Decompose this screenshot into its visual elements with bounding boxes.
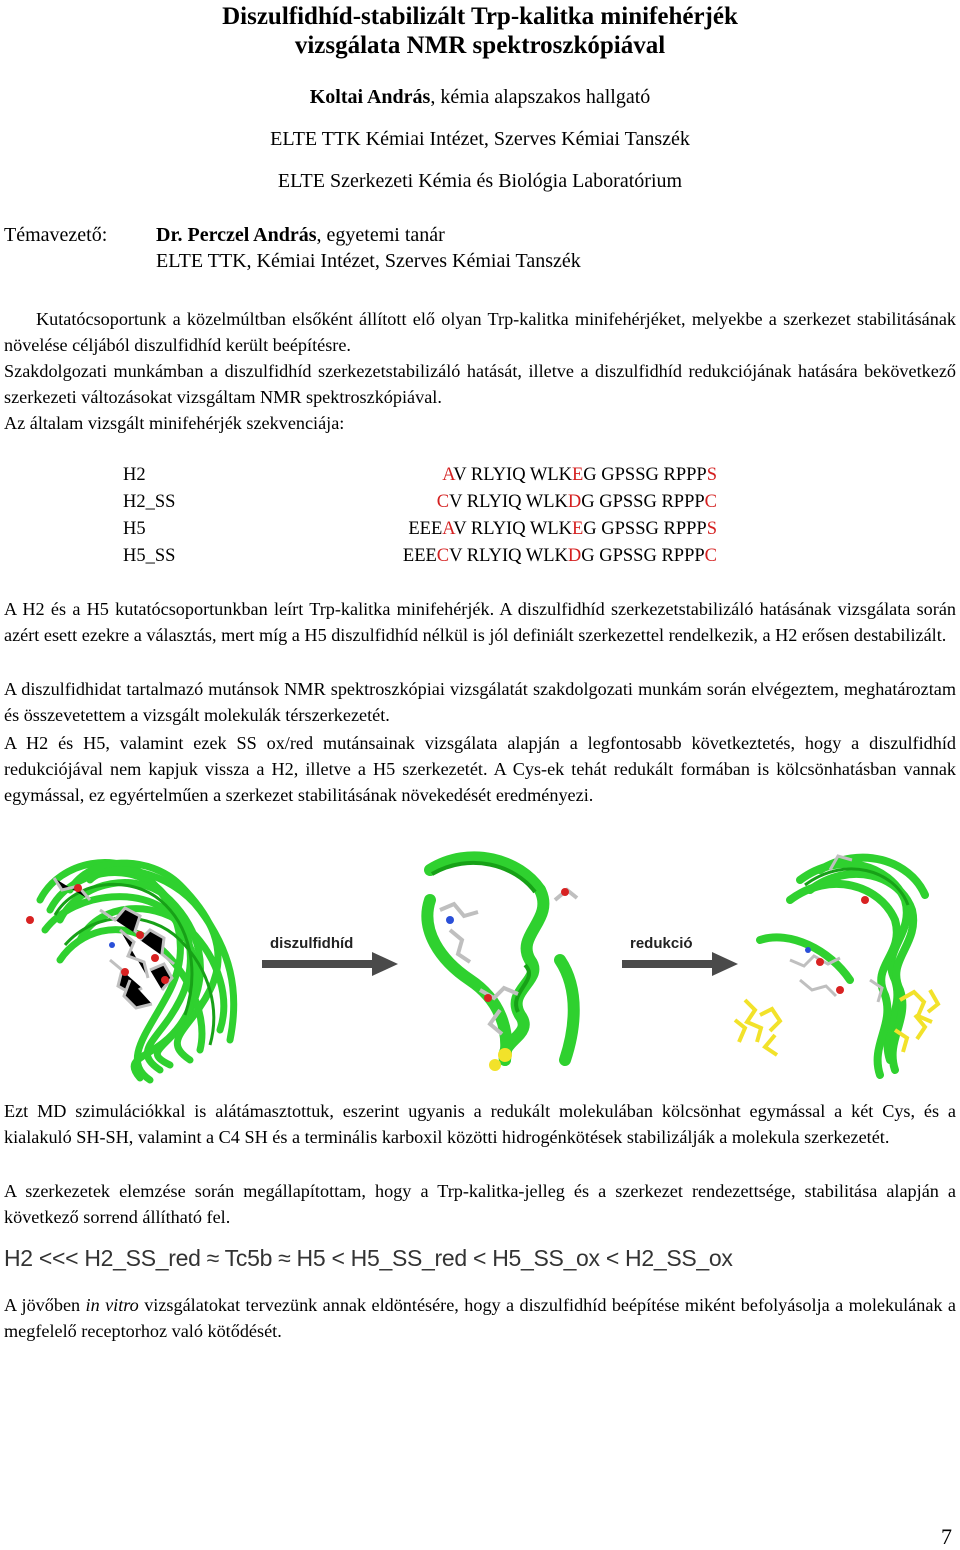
- h2-ss-red-ensemble-image: [735, 856, 938, 1075]
- sequence-table: [0, 462, 960, 572]
- page-number: 7: [941, 1524, 952, 1549]
- sequence-name: H5_SS: [123, 546, 176, 566]
- in-vitro-italic: in vitro: [85, 1295, 139, 1315]
- author-name: Koltai András: [309, 86, 431, 108]
- author-line: [0, 86, 960, 109]
- h2-ensemble-image: [26, 863, 234, 1080]
- supervisor-label: Témavezető:: [4, 224, 108, 246]
- affiliation-2: ELTE Szerkezeti Kémia és Biológia Laboratórium: [277, 170, 683, 192]
- paragraph-1: Kutatócsoportunk a közelmúltban elsőként állított elő olyan Trp-kalitka minifehérjéket, melyekbe a szerkezet stabilitásának növelése céljából diszulfidhíd került beépítésre.: [4, 309, 956, 355]
- sequence-value: CV RLYIQ WLKDG GPSSG RPPPC: [436, 492, 717, 512]
- arrow-diszulfidhid: [262, 935, 398, 976]
- sequence-name: H5: [123, 519, 146, 539]
- paragraph-9: A jövőben in vitro vizsgálatokat tervezünk annak eldöntésére, hogy a diszulfidhíd beépítése miként befolyásolja a molekulának a megfelelő receptorhoz való kötődését.: [4, 1295, 956, 1341]
- title-line-1: Diszulfidhíd-stabilizált Trp-kalitka minifehérjék: [222, 3, 738, 30]
- stability-order: H2 <<< H2_SS_red ≈ Tc5b ≈ H5 < H5_SS_red < H5_SS_ox < H2_SS_ox: [4, 1245, 733, 1271]
- h2-ss-structure-image: [427, 857, 577, 1071]
- supervisor-affiliation: ELTE TTK, Kémiai Intézet, Szerves Kémiai Tanszék: [156, 250, 581, 272]
- structure-figure: [0, 840, 960, 1090]
- paragraph-2: Szakdolgozati munkámban a diszulfidhíd szerkezetstabilizáló hatását, illetve a diszulfidhíd redukciójának hatására bekövetkező szerkezeti változásokat vizsgáltam NMR spektroszkópiával.: [4, 361, 956, 407]
- sequence-value: AV RLYIQ WLKEG GPSSG RPPPS: [442, 465, 717, 485]
- sequence-value: EEEAV RLYIQ WLKEG GPSSG RPPPS: [408, 519, 717, 539]
- paragraph-6: A H2 és H5, valamint ezek SS ox/red mutánsainak vizsgálata alapján a legfontosabb következtetés, hogy a diszulfidhíd redukciójával nem kapjuk vissza a H2, illetve a H5 szerkezetét. A Cys-ek tehát redukált formában is kölcsönhatásban vannak egymással, ez egyértelműen a szerkezet stabilitásának növekedését eredményezi.: [4, 733, 956, 805]
- title-line-2: vizsgálata NMR spektroszkópiával: [294, 32, 666, 59]
- affiliation-1: ELTE TTK Kémiai Intézet, Szerves Kémiai Tanszék: [270, 128, 690, 150]
- arrow1-label: diszulfidhíd: [270, 935, 354, 952]
- author-role: , kémia alapszakos hallgató: [430, 86, 651, 108]
- paragraph-4: A H2 és a H5 kutatócsoportunkban leírt Trp-kalitka minifehérjék. A diszulfidhíd szerkezetstabilizáló hatásának vizsgálata során azért esett ezekre a választás, mert míg a H5 diszulfidhíd nélkül is jól definiált szerkezettel rendelkezik, a H2 erősen destabilizált.: [4, 599, 956, 645]
- paragraph-8: A szerkezetek elemzése során megállapítottam, hogy a Trp-kalitka-jelleg és a szerkezet rendezettsége, stabilitása alapján a következő sorrend állítható fel.: [4, 1181, 956, 1227]
- sequence-name: H2_SS: [123, 492, 176, 512]
- supervisor-role: , egyetemi tanár: [316, 224, 445, 246]
- paragraph-7: Ezt MD szimulációkkal is alátámasztottuk, eszerint ugyanis a redukált molekulában kölcsönhat egymással a két Cys, és a kialakuló SH-SH, valamint a C4 SH és a terminális karboxil közötti hidrogénkötések stabilizálják a molekula szerkezetét.: [4, 1101, 956, 1147]
- page-title: [0, 2, 960, 60]
- sequence-name: H2: [123, 465, 146, 485]
- sequence-value: EEECV RLYIQ WLKDG GPSSG RPPPC: [402, 546, 717, 566]
- arrow-redukcio: [622, 935, 738, 976]
- supervisor-line: [156, 224, 445, 247]
- paragraph-3: Az általam vizsgált minifehérjék szekvenciája:: [4, 413, 345, 433]
- paragraph-5: A diszulfidhidat tartalmazó mutánsok NMR spektroszkópiai vizsgálatát szakdolgozati munkám során elvégeztem, meghatároztam és összevetettem a vizsgált molekulák térszerkezetét.: [4, 679, 956, 725]
- supervisor-name: Dr. Perczel András: [156, 224, 317, 246]
- arrow2-label: redukció: [630, 935, 693, 952]
